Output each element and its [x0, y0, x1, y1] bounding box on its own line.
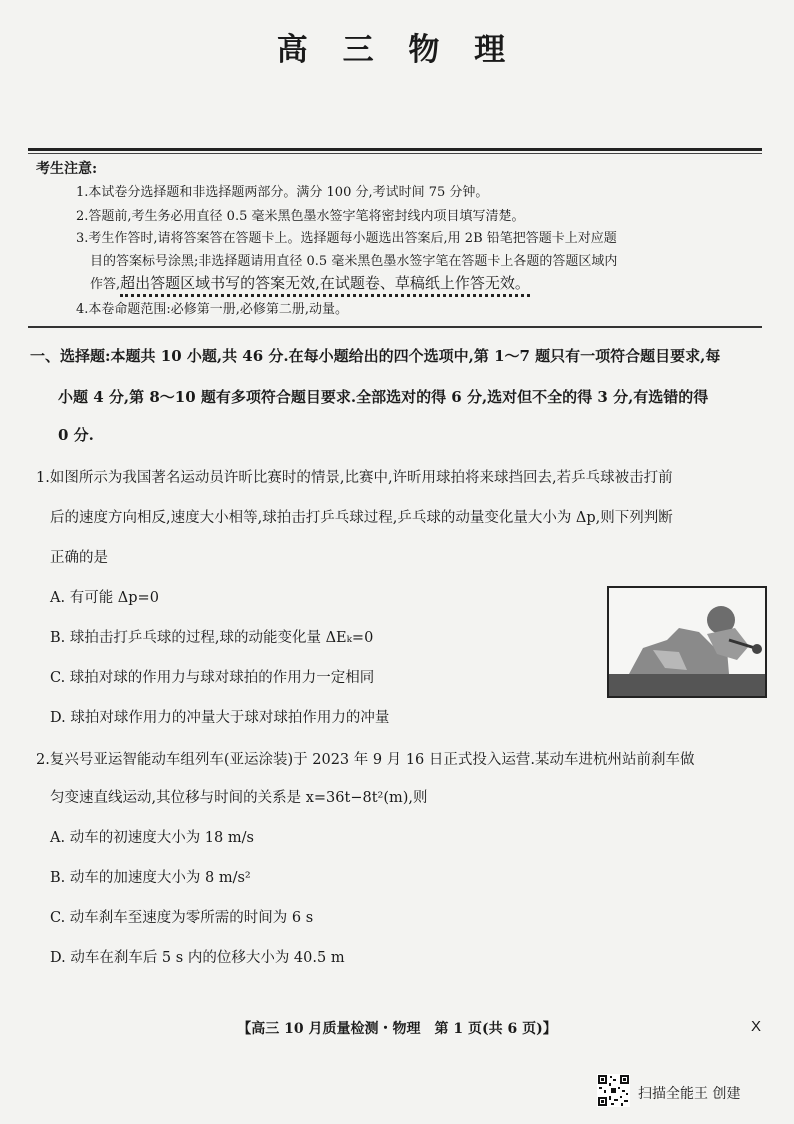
question-2-option-d: D. 动车在刹车后 5 s 内的位移大小为 40.5 m [50, 950, 345, 966]
question-1-text: 后的速度方向相反,速度大小相等,球拍击打乒乓球过程,乒乓球的动量变化量大小为 Δp,则下列判断 [50, 510, 673, 526]
question-1-option-a: A. 有可能 Δp=0 [50, 590, 159, 606]
athlete-illustration [609, 588, 765, 696]
page-title: 高 三 物 理 [276, 32, 518, 68]
qr-code-icon [597, 1074, 630, 1107]
question-1-option-b: B. 球拍击打乒乓球的过程,球的动能变化量 ΔEₖ=0 [50, 630, 374, 646]
notice-bottom-rule [28, 326, 762, 328]
question-2-option-c: C. 动车刹车至速度为零所需的时间为 6 s [50, 910, 314, 926]
header-rule-thin [28, 153, 762, 154]
scanner-watermark: 扫描全能王 创建 [638, 1086, 741, 1102]
question-1-text: 正确的是 [50, 550, 108, 566]
notice-item: 4.本卷命题范围:必修第一册,必修第二册,动量。 [76, 302, 349, 317]
question-1-option-d: D. 球拍对球作用力的冲量大于球对球拍作用力的冲量 [50, 710, 390, 726]
notice-item: 目的答案标号涂黑;非选择题请用直径 0.5 毫米黑色墨水签字笔在答题卡上各题的答题区域内 [90, 254, 618, 269]
footer-mark: X [751, 1018, 762, 1035]
notice-item-emphasis [90, 272, 530, 293]
page-footer: 【高三 10 月质量检测・物理 第 1 页(共 6 页)】 [237, 1021, 557, 1037]
section-instructions: 0 分. [58, 426, 94, 444]
notice-item: 3.考生作答时,请将答案答在答题卡上。选择题每小题选出答案后,用 2B 铅笔把答题卡上对应题 [76, 231, 617, 246]
question-2-text: 2.复兴号亚运智能动车组列车(亚运涂装)于 2023 年 9 月 16 日正式投入运营.某动车进杭州站前刹车做 [36, 752, 695, 768]
notice-text: 作答, [90, 277, 121, 292]
notice-heading: 考生注意: [36, 161, 98, 177]
notice-warning-text: 超出答题区域书写的答案无效,在试题卷、草稿纸上作答无效。 [120, 274, 530, 297]
question-2-text: 匀变速直线运动,其位移与时间的关系是 x=36t−8t²(m),则 [50, 790, 428, 806]
question-1-option-c: C. 球拍对球的作用力与球对球拍的作用力一定相同 [50, 670, 375, 686]
section-instructions: 小题 4 分,第 8～10 题有多项符合题目要求.全部选对的得 6 分,选对但不全的得 3 分,有选错的得 [58, 388, 709, 406]
section-instructions: 一、选择题:本题共 10 小题,共 46 分.在每小题给出的四个选项中,第 1～7 题只有一项符合题目要求,每 [30, 347, 721, 365]
notice-item: 2.答题前,考生务必用直径 0.5 毫米黑色墨水签字笔将密封线内项目填写清楚。 [76, 209, 525, 224]
question-2-option-a: A. 动车的初速度大小为 18 m/s [50, 830, 254, 846]
header-rule [28, 148, 762, 151]
table-tennis-photo [607, 586, 767, 698]
question-2-option-b: B. 动车的加速度大小为 8 m/s² [50, 870, 251, 886]
question-1-text: 1.如图所示为我国著名运动员许昕比赛时的情景,比赛中,许昕用球拍将来球挡回去,若乒乓球被击打前 [36, 470, 673, 486]
notice-item: 1.本试卷分选择题和非选择题两部分。满分 100 分,考试时间 75 分钟。 [76, 185, 489, 200]
